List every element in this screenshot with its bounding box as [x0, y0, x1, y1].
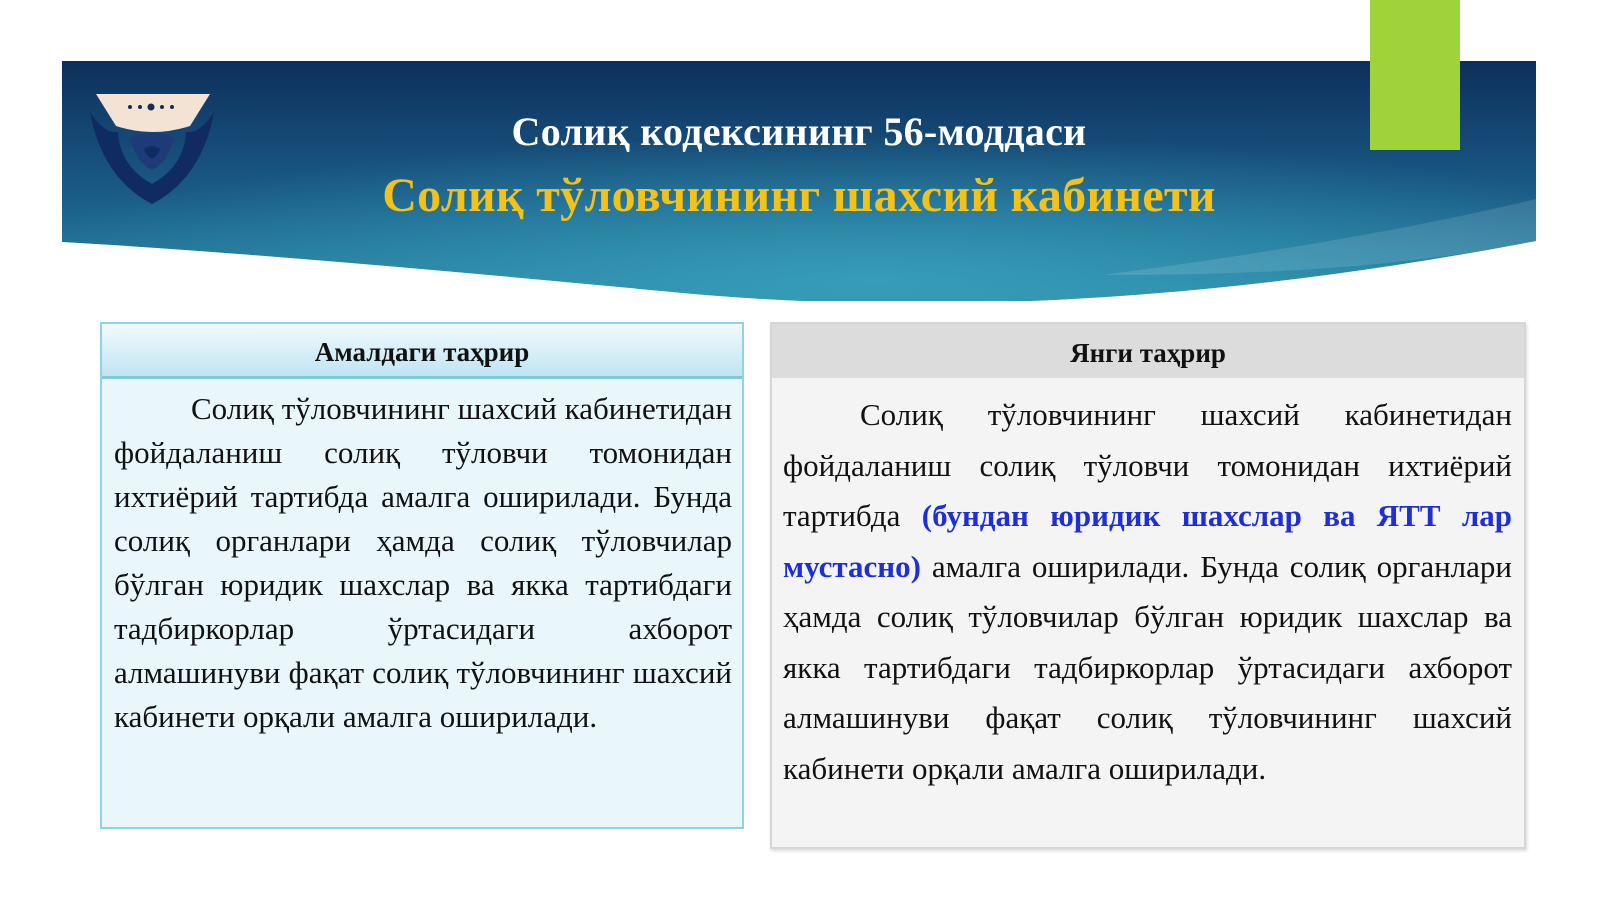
current-edition-text-block [102, 379, 742, 739]
new-edition-panel [770, 322, 1526, 849]
new-edition-highlight: (бундан юридик шахслар ва ЯТТ лар мустасно) [783, 498, 1513, 584]
slide-subtitle: Солиқ тўловчининг шахсий кабинети [382, 169, 1216, 222]
accent-tab [1370, 0, 1460, 150]
current-edition-panel [100, 322, 744, 829]
new-edition-text-end: амалга оширилади. Бунда солиқ органлари ҳамда солиқ тўловчилар бўлган юридик шахслар ва якка тартибдаги тадбиркорлар ўртасидаги ахборот алмашинуви фақат солиқ тўловчининг шахсий кабинети орқали амалга оширилади. [783, 548, 1512, 786]
slide-title: Солиқ кодексининг 56-моддаси [511, 109, 1087, 154]
current-edition-text: Солиқ тўловчининг шахсий кабинетидан фойдаланиш солиқ тўловчи томонидан ихтиёрий тартибда амалга оширилади. Бунда солиқ органлари ҳамда солиқ тўловчилар бўлган юридик шахслар ва якка тартибдаги тадбиркорлар ўртасидаги ахборот алмашинуви фақат солиқ тўловчининг шахсий кабинети орқали амалга оширилади. [114, 391, 732, 734]
new-edition-heading: Янги таҳрир [772, 324, 1524, 378]
new-edition-text-block [772, 378, 1524, 794]
new-edition-text-start: Солиқ тўловчининг шахсий кабинетидан фойдаланиш солиқ тўловчи томонидан ихтиёрий тартибда [783, 397, 1512, 533]
current-edition-heading: Амалдаги таҳрир [102, 324, 742, 379]
